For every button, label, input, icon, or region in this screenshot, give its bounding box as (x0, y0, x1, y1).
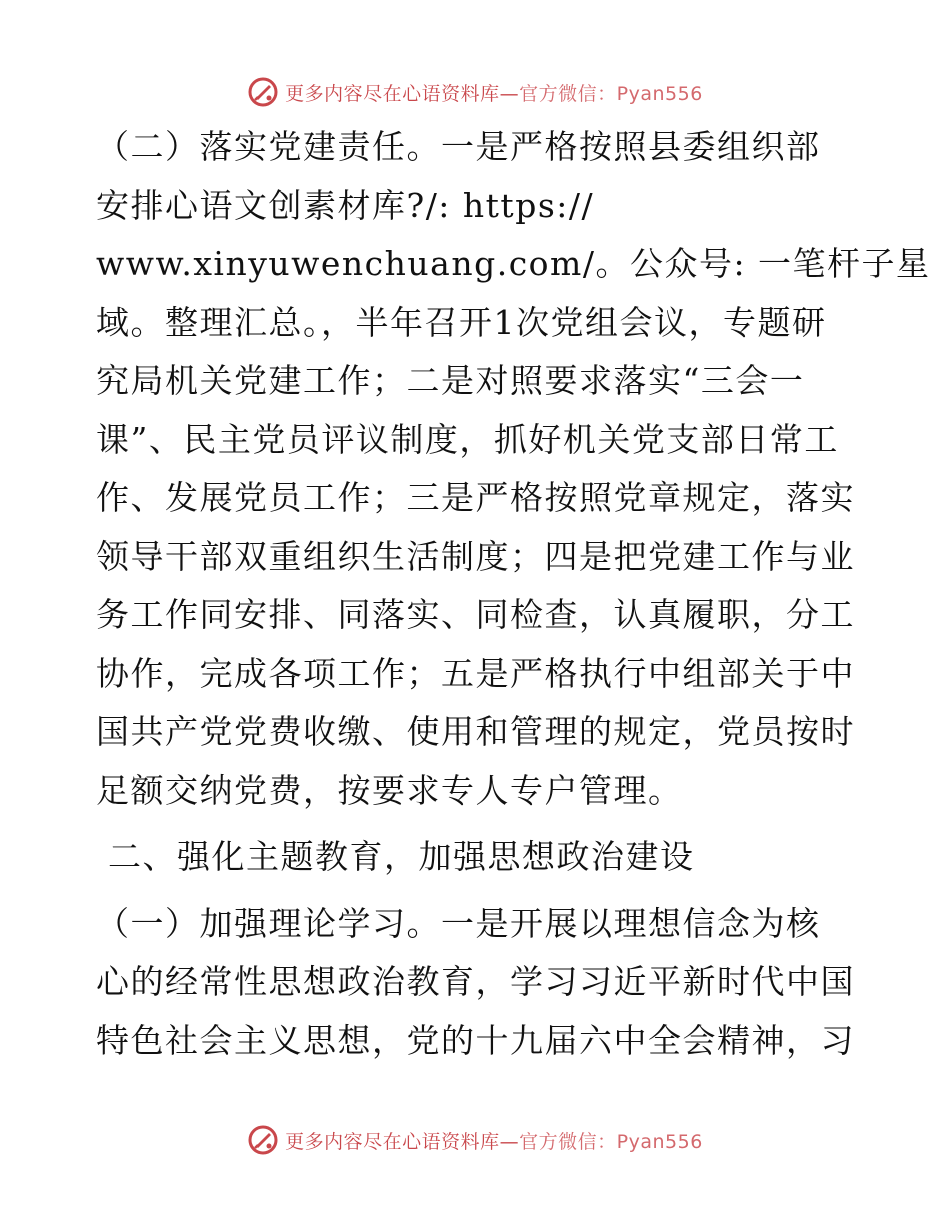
banner-title: 更多内容尽在心语资料库— (285, 1130, 520, 1153)
text-line: （一）加强理论学习。一是开展以理想信念为核 (96, 903, 821, 943)
banner-text (285, 79, 703, 106)
section-heading: 二、强化主题教育，加强思想政治建设 (108, 837, 695, 876)
banner-title: 更多内容尽在心语资料库— (285, 82, 520, 105)
banner-text (285, 1127, 703, 1154)
text-line: （二）落实党建责任。一是严格按照县委组织部 (96, 127, 821, 166)
text-line: www.xinyuwenchuang.com/。公众号: 一笔杆子星 (96, 244, 931, 283)
text-line: 特色社会主义思想，党的十九届六中全会精神，习 (96, 1020, 855, 1060)
text-line: 务工作同安排、同落实、同检查，认真履职，分工 (96, 595, 855, 634)
document-body (96, 118, 931, 1070)
quill-logo-icon (247, 1124, 279, 1156)
text-line: 作、发展党员工作；三是严格按照党章规定，落实 (96, 478, 855, 517)
text-line: 课”、民主党员评议制度，抓好机关党支部日常工 (96, 419, 839, 459)
banner-wechat: 官方微信：Pyan556 (519, 1130, 703, 1153)
paragraph-party-building (96, 118, 931, 820)
text-line: 协作，完成各项工作；五是严格执行中组部关于中 (96, 653, 855, 693)
text-line: 领导干部双重组织生活制度；四是把党建工作与业 (96, 536, 855, 576)
text-line: 足额交纳党费，按要求专人专户管理。 (96, 770, 683, 810)
banner-wechat: 官方微信：Pyan556 (519, 82, 703, 105)
quill-logo-icon (247, 76, 279, 108)
footer-banner[interactable] (0, 1120, 950, 1160)
text-line: 心的经常性思想政治教育，学习习近平新时代中国 (96, 962, 855, 1001)
paragraph-theory-study (96, 895, 856, 1071)
text-line: 安排心语文创素材库?/: https:// (96, 185, 595, 225)
text-line: 国共产党党费收缴、使用和管理的规定，党员按时 (96, 712, 855, 751)
text-line: 究局机关党建工作；二是对照要求落实“三会一 (96, 361, 805, 400)
text-line: 域。整理汇总。，半年召开1次党组会议，专题研 (96, 302, 827, 342)
header-banner[interactable] (0, 72, 950, 112)
